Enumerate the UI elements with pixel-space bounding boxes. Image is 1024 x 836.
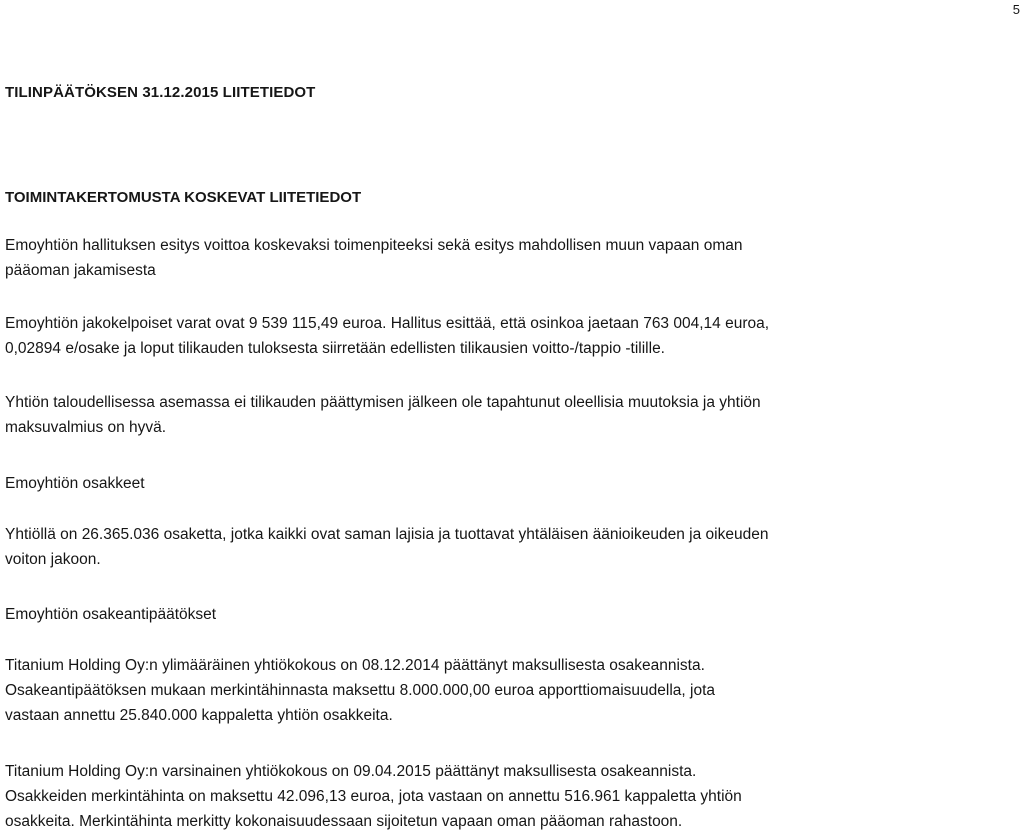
text-line: Emoyhtiön osakkeet (5, 475, 145, 492)
text-line: Osakeantipäätöksen mukaan merkintähinnasta maksettu 8.000.000,00 euroa apporttiomaisuudella, jota (5, 682, 716, 699)
paragraph-distributable-funds (5, 311, 769, 361)
subheading-parent-shares (5, 471, 145, 496)
page-number: 5 (1012, 2, 1020, 17)
subheading-share-issue-decisions (5, 602, 216, 627)
text-line: 0,02894 e/osake ja loput tilikauden tuloksesta siirretään edellisten tilikausien voitto-/tappio -tilille. (5, 340, 665, 357)
text-line: Emoyhtiön jakokelpoiset varat ovat 9 539 115,49 euroa. Hallitus esittää, että osinkoa jaetaan 763 004,14 euroa, (5, 315, 770, 332)
text-line: osakkeita. Merkintähinta merkitty kokonaisuudessaan sijoitetun vapaan oman pääoman rahastoon. (5, 813, 683, 830)
text-line: Emoyhtiön hallituksen esitys voittoa koskevaksi toimenpiteeksi sekä esitys mahdollisen muun vapaan oman (5, 237, 743, 254)
text-line: Titanium Holding Oy:n varsinainen yhtiökokous on 09.04.2015 päättänyt maksullisesta osakeannista. (5, 763, 697, 780)
text-line: Osakkeiden merkintähinta on maksettu 42.096,13 euroa, jota vastaan on annettu 516.961 kappaletta yhtiön (5, 788, 742, 805)
text-line: pääoman jakamisesta (5, 262, 156, 279)
text-line: Emoyhtiön osakeantipäätökset (5, 606, 217, 623)
paragraph-financial-position (5, 390, 761, 440)
text-line: voiton jakoon. (5, 551, 101, 568)
text-line: maksuvalmius on hyvä. (5, 419, 167, 436)
paragraph-board-proposal (5, 233, 742, 283)
text-line: vastaan annettu 25.840.000 kappaletta yhtiön osakkeita. (5, 707, 393, 724)
paragraph-share-count (5, 522, 768, 572)
text-line: Yhtiöllä on 26.365.036 osaketta, jotka kaikki ovat saman lajisia ja tuottavat yhtäläisen äänioikeuden ja oikeuden (5, 526, 769, 543)
text-line: Yhtiön taloudellisessa asemassa ei tilikauden päättymisen jälkeen ole tapahtunut oleellisia muutoksia ja yhtiön (5, 394, 761, 411)
paragraph-share-issue-2014 (5, 653, 715, 728)
paragraph-share-issue-2015 (5, 759, 742, 834)
text-line: Titanium Holding Oy:n ylimääräinen yhtiökokous on 08.12.2014 päättänyt maksullisesta osakeannista. (5, 657, 705, 674)
section-heading: TOIMINTAKERTOMUSTA KOSKEVAT LIITETIEDOT (5, 189, 362, 206)
document-title: TILINPÄÄTÖKSEN 31.12.2015 LIITETIEDOT (5, 84, 316, 101)
